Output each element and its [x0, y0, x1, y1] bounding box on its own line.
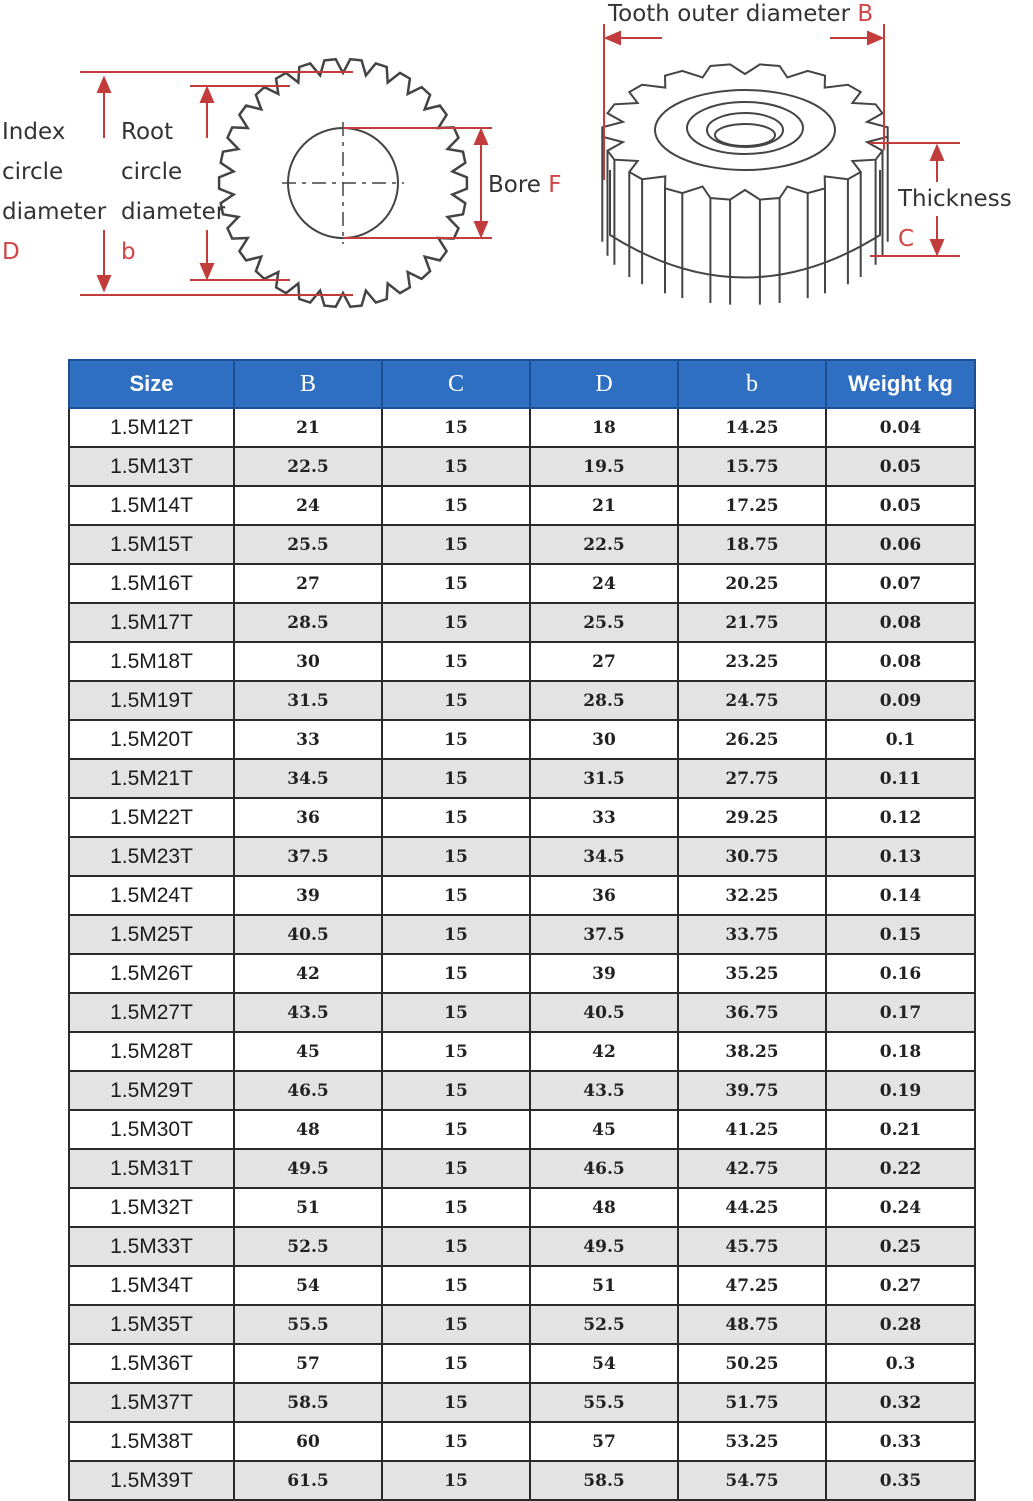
cell-b-root: 42.75 [678, 1149, 826, 1188]
cell-c-thickness: 15 [382, 603, 530, 642]
cell-c-thickness: 15 [382, 1422, 530, 1461]
cell-c-thickness: 15 [382, 1461, 530, 1500]
cell-weight: 0.14 [826, 876, 975, 915]
table-row [69, 720, 975, 759]
cell-d-index: 37.5 [530, 915, 678, 954]
gear-top-face [602, 64, 887, 199]
cell-size: 1.5M39T [69, 1461, 234, 1500]
cell-c-thickness: 15 [382, 486, 530, 525]
table-row [69, 642, 975, 681]
cell-b-outer: 21 [234, 408, 382, 447]
cell-size: 1.5M19T [69, 681, 234, 720]
index-circle-label-3: diameter [2, 199, 107, 225]
cell-b-root: 20.25 [678, 564, 826, 603]
cell-weight: 0.16 [826, 954, 975, 993]
table-row [69, 1344, 975, 1383]
table-row [69, 525, 975, 564]
cell-size: 1.5M31T [69, 1149, 234, 1188]
cell-d-index: 43.5 [530, 1071, 678, 1110]
cell-b-root: 44.25 [678, 1188, 826, 1227]
cell-b-root: 23.25 [678, 642, 826, 681]
cell-weight: 0.21 [826, 1110, 975, 1149]
cell-b-outer: 57 [234, 1344, 382, 1383]
cell-b-outer: 22.5 [234, 447, 382, 486]
gear-front-view [219, 59, 467, 307]
table-row [69, 759, 975, 798]
cell-d-index: 51 [530, 1266, 678, 1305]
cell-weight: 0.09 [826, 681, 975, 720]
cell-d-index: 46.5 [530, 1149, 678, 1188]
cell-c-thickness: 15 [382, 759, 530, 798]
index-arrowhead-top [98, 78, 110, 92]
cell-b-outer: 42 [234, 954, 382, 993]
cell-c-thickness: 15 [382, 993, 530, 1032]
cell-d-index: 36 [530, 876, 678, 915]
cell-b-root: 38.25 [678, 1032, 826, 1071]
cell-c-thickness: 15 [382, 1227, 530, 1266]
cell-b-outer: 33 [234, 720, 382, 759]
gear-side-outline [610, 170, 880, 278]
cell-weight: 0.05 [826, 486, 975, 525]
cell-weight: 0.04 [826, 408, 975, 447]
cell-b-outer: 39 [234, 876, 382, 915]
root-arrowhead-top [201, 88, 213, 102]
cell-size: 1.5M27T [69, 993, 234, 1032]
spec-table [68, 359, 976, 1501]
gear-side-teeth [602, 137, 887, 305]
table-row [69, 1422, 975, 1461]
cell-d-index: 21 [530, 486, 678, 525]
table-row [69, 564, 975, 603]
cell-d-index: 33 [530, 798, 678, 837]
header-d-index: D [530, 360, 678, 408]
cell-b-outer: 31.5 [234, 681, 382, 720]
header-c-thickness: C [382, 360, 530, 408]
cell-d-index: 57 [530, 1422, 678, 1461]
tooth-outer-letter: B [857, 1, 874, 27]
cell-size: 1.5M21T [69, 759, 234, 798]
cell-b-root: 35.25 [678, 954, 826, 993]
cell-c-thickness: 15 [382, 954, 530, 993]
cell-weight: 0.18 [826, 1032, 975, 1071]
cell-size: 1.5M37T [69, 1383, 234, 1422]
cell-weight: 0.06 [826, 525, 975, 564]
cell-weight: 0.35 [826, 1461, 975, 1500]
table-row [69, 603, 975, 642]
spec-table-wrapper [68, 359, 974, 1501]
cell-b-root: 21.75 [678, 603, 826, 642]
cell-size: 1.5M28T [69, 1032, 234, 1071]
cell-b-root: 14.25 [678, 408, 826, 447]
cell-b-root: 32.25 [678, 876, 826, 915]
cell-size: 1.5M33T [69, 1227, 234, 1266]
root-circle-label-1: Root [121, 119, 174, 145]
cell-b-outer: 58.5 [234, 1383, 382, 1422]
cell-b-outer: 28.5 [234, 603, 382, 642]
table-row [69, 876, 975, 915]
cell-c-thickness: 15 [382, 1344, 530, 1383]
cell-b-root: 27.75 [678, 759, 826, 798]
cell-d-index: 27 [530, 642, 678, 681]
cell-d-index: 25.5 [530, 603, 678, 642]
header-size: Size [69, 360, 234, 408]
table-row [69, 1461, 975, 1500]
cell-b-root: 18.75 [678, 525, 826, 564]
cell-b-outer: 55.5 [234, 1305, 382, 1344]
cell-c-thickness: 15 [382, 915, 530, 954]
cell-size: 1.5M34T [69, 1266, 234, 1305]
cell-b-root: 24.75 [678, 681, 826, 720]
cell-c-thickness: 15 [382, 1149, 530, 1188]
tooth-outer-label [608, 0, 873, 34]
cell-b-root: 53.25 [678, 1422, 826, 1461]
table-row [69, 1227, 975, 1266]
cell-size: 1.5M12T [69, 408, 234, 447]
cell-b-root: 39.75 [678, 1071, 826, 1110]
cell-size: 1.5M23T [69, 837, 234, 876]
cell-d-index: 52.5 [530, 1305, 678, 1344]
header-b-root: b [678, 360, 826, 408]
cell-size: 1.5M32T [69, 1188, 234, 1227]
cell-b-outer: 36 [234, 798, 382, 837]
cell-weight: 0.1 [826, 720, 975, 759]
cell-weight: 0.28 [826, 1305, 975, 1344]
cell-size: 1.5M20T [69, 720, 234, 759]
tooth-outer-label-text: Tooth outer diameter [608, 1, 851, 27]
cell-b-outer: 60 [234, 1422, 382, 1461]
cell-size: 1.5M38T [69, 1422, 234, 1461]
cell-b-root: 47.25 [678, 1266, 826, 1305]
cell-c-thickness: 15 [382, 1071, 530, 1110]
header-weight: Weight kg [826, 360, 975, 408]
root-circle-label-3: diameter [121, 199, 226, 225]
cell-c-thickness: 15 [382, 447, 530, 486]
cell-c-thickness: 15 [382, 798, 530, 837]
root-arrowhead-bottom [201, 264, 213, 278]
cell-d-index: 39 [530, 954, 678, 993]
cell-weight: 0.33 [826, 1422, 975, 1461]
table-row [69, 915, 975, 954]
thickness-letter: C [898, 226, 915, 252]
cell-size: 1.5M35T [69, 1305, 234, 1344]
cell-c-thickness: 15 [382, 681, 530, 720]
table-row [69, 837, 975, 876]
index-arrowhead-bottom [98, 276, 110, 290]
cell-b-outer: 27 [234, 564, 382, 603]
cell-c-thickness: 15 [382, 720, 530, 759]
cell-weight: 0.25 [826, 1227, 975, 1266]
cell-size: 1.5M24T [69, 876, 234, 915]
table-row [69, 486, 975, 525]
cell-b-outer: 49.5 [234, 1149, 382, 1188]
table-row [69, 1110, 975, 1149]
cell-weight: 0.05 [826, 447, 975, 486]
cell-b-root: 17.25 [678, 486, 826, 525]
thickness-arrowhead-top [931, 146, 943, 160]
table-row [69, 447, 975, 486]
table-body [69, 408, 975, 1500]
cell-size: 1.5M30T [69, 1110, 234, 1149]
cell-d-index: 22.5 [530, 525, 678, 564]
table-row [69, 1071, 975, 1110]
cell-size: 1.5M36T [69, 1344, 234, 1383]
table-row [69, 1149, 975, 1188]
bore-arrowhead-bottom [475, 222, 487, 236]
cell-b-outer: 48 [234, 1110, 382, 1149]
table-row [69, 954, 975, 993]
cell-b-root: 45.75 [678, 1227, 826, 1266]
cell-weight: 0.11 [826, 759, 975, 798]
cell-size: 1.5M29T [69, 1071, 234, 1110]
table-row [69, 408, 975, 447]
cell-d-index: 54 [530, 1344, 678, 1383]
cell-c-thickness: 15 [382, 1110, 530, 1149]
root-circle-label-2: circle [121, 159, 183, 185]
cell-b-outer: 61.5 [234, 1461, 382, 1500]
cell-b-outer: 43.5 [234, 993, 382, 1032]
cell-b-root: 51.75 [678, 1383, 826, 1422]
cell-d-index: 40.5 [530, 993, 678, 1032]
bore-label [488, 165, 562, 205]
gear-bore-hole-depth [715, 124, 775, 146]
cell-d-index: 34.5 [530, 837, 678, 876]
cell-d-index: 30 [530, 720, 678, 759]
table-row [69, 993, 975, 1032]
cell-weight: 0.12 [826, 798, 975, 837]
cell-b-outer: 52.5 [234, 1227, 382, 1266]
cell-b-outer: 54 [234, 1266, 382, 1305]
cell-weight: 0.3 [826, 1344, 975, 1383]
thickness-label [898, 179, 1033, 259]
table-row [69, 798, 975, 837]
cell-weight: 0.22 [826, 1149, 975, 1188]
cell-d-index: 58.5 [530, 1461, 678, 1500]
cell-size: 1.5M15T [69, 525, 234, 564]
root-circle-letter: b [121, 239, 136, 265]
cell-size: 1.5M26T [69, 954, 234, 993]
cell-b-root: 36.75 [678, 993, 826, 1032]
cell-weight: 0.08 [826, 642, 975, 681]
cell-b-root: 26.25 [678, 720, 826, 759]
cell-d-index: 31.5 [530, 759, 678, 798]
cell-c-thickness: 15 [382, 525, 530, 564]
cell-b-outer: 24 [234, 486, 382, 525]
cell-weight: 0.17 [826, 993, 975, 1032]
cell-size: 1.5M18T [69, 642, 234, 681]
index-circle-letter: D [2, 239, 20, 265]
table-row [69, 1305, 975, 1344]
cell-d-index: 28.5 [530, 681, 678, 720]
header-b-outer: B [234, 360, 382, 408]
cell-c-thickness: 15 [382, 564, 530, 603]
cell-weight: 0.08 [826, 603, 975, 642]
table-header-row [69, 360, 975, 408]
cell-c-thickness: 15 [382, 408, 530, 447]
cell-b-root: 29.25 [678, 798, 826, 837]
cell-b-outer: 37.5 [234, 837, 382, 876]
cell-b-outer: 34.5 [234, 759, 382, 798]
cell-b-outer: 45 [234, 1032, 382, 1071]
cell-d-index: 48 [530, 1188, 678, 1227]
cell-weight: 0.24 [826, 1188, 975, 1227]
cell-d-index: 42 [530, 1032, 678, 1071]
cell-size: 1.5M25T [69, 915, 234, 954]
cell-d-index: 18 [530, 408, 678, 447]
cell-c-thickness: 15 [382, 837, 530, 876]
cell-c-thickness: 15 [382, 1188, 530, 1227]
table-row [69, 1032, 975, 1071]
cell-d-index: 45 [530, 1110, 678, 1149]
index-circle-label-2: circle [2, 159, 64, 185]
cell-c-thickness: 15 [382, 1266, 530, 1305]
cell-size: 1.5M22T [69, 798, 234, 837]
cell-weight: 0.13 [826, 837, 975, 876]
table-row [69, 681, 975, 720]
table-row [69, 1383, 975, 1422]
cell-size: 1.5M17T [69, 603, 234, 642]
table-row [69, 1188, 975, 1227]
cell-size: 1.5M13T [69, 447, 234, 486]
cell-b-root: 33.75 [678, 915, 826, 954]
cell-b-outer: 25.5 [234, 525, 382, 564]
cell-d-index: 55.5 [530, 1383, 678, 1422]
cell-b-root: 30.75 [678, 837, 826, 876]
cell-c-thickness: 15 [382, 1383, 530, 1422]
cell-c-thickness: 15 [382, 876, 530, 915]
cell-weight: 0.15 [826, 915, 975, 954]
cell-b-outer: 51 [234, 1188, 382, 1227]
cell-c-thickness: 15 [382, 1305, 530, 1344]
cell-size: 1.5M16T [69, 564, 234, 603]
cell-d-index: 19.5 [530, 447, 678, 486]
cell-weight: 0.32 [826, 1383, 975, 1422]
cell-b-root: 48.75 [678, 1305, 826, 1344]
bore-arrowhead-top [475, 130, 487, 144]
cell-d-index: 24 [530, 564, 678, 603]
cell-size: 1.5M14T [69, 486, 234, 525]
thickness-label-text: Thickness [898, 186, 1012, 212]
cell-b-outer: 30 [234, 642, 382, 681]
cell-c-thickness: 15 [382, 642, 530, 681]
bore-letter: F [548, 172, 562, 198]
cell-weight: 0.27 [826, 1266, 975, 1305]
cell-c-thickness: 15 [382, 1032, 530, 1071]
table-row [69, 1266, 975, 1305]
cell-weight: 0.07 [826, 564, 975, 603]
cell-weight: 0.19 [826, 1071, 975, 1110]
index-circle-label-1: Index [2, 119, 66, 145]
cell-b-root: 41.25 [678, 1110, 826, 1149]
cell-b-outer: 46.5 [234, 1071, 382, 1110]
cell-d-index: 49.5 [530, 1227, 678, 1266]
gear-diagram [0, 0, 1033, 340]
bore-label-text: Bore [488, 172, 541, 198]
gear-perspective-view [602, 64, 887, 304]
cell-b-root: 50.25 [678, 1344, 826, 1383]
cell-b-root: 15.75 [678, 447, 826, 486]
cell-b-root: 54.75 [678, 1461, 826, 1500]
cell-b-outer: 40.5 [234, 915, 382, 954]
